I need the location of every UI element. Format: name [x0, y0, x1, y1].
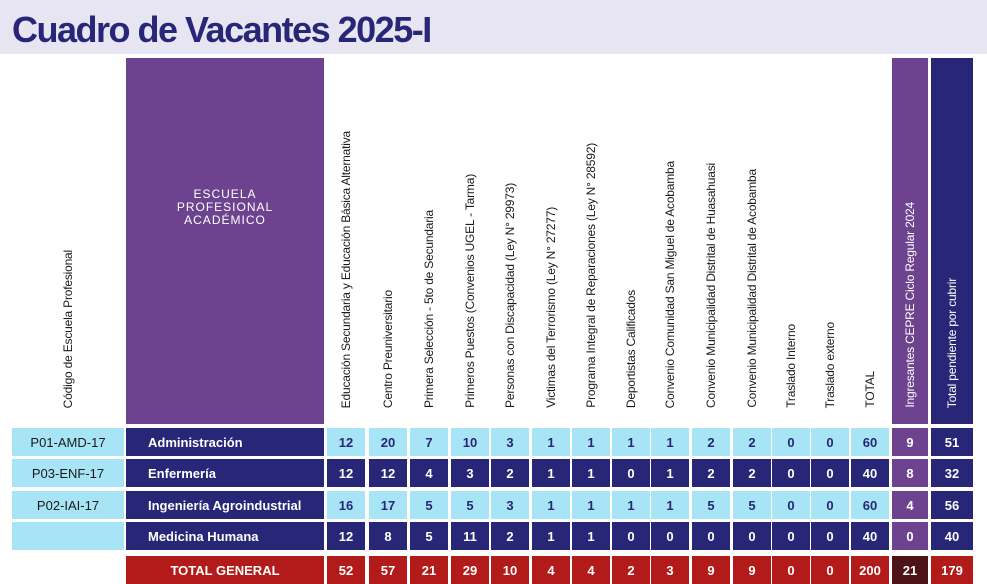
total-value: 0: [811, 556, 849, 584]
row-value: 16: [327, 491, 365, 519]
header-modality: [451, 58, 489, 424]
row-value: 0: [811, 428, 849, 456]
header-modality-label: Centro Preuniversitario: [381, 289, 395, 408]
header-pending: [931, 58, 973, 424]
header-modality-label: Victimas del Terrorismo (Ley N° 27277): [544, 207, 558, 408]
header-school: [126, 58, 324, 424]
row-value: 17: [369, 491, 407, 519]
header-modality: [733, 58, 771, 424]
row-value: 0: [772, 491, 810, 519]
row-value: 0: [651, 522, 689, 550]
row-cepre: 0: [892, 522, 928, 550]
row-value: 1: [572, 459, 610, 487]
row-value: 0: [612, 459, 650, 487]
header-modality: [772, 58, 810, 424]
row-value: 10: [451, 428, 489, 456]
header-modality-label: Primeros Puestos (Convenios UGEL - Tarma): [463, 174, 477, 408]
row-value: 5: [410, 491, 448, 519]
header-modality: [327, 58, 365, 424]
header-code: [12, 58, 124, 424]
row-code: P03-ENF-17: [12, 459, 124, 487]
row-cepre: 9: [892, 428, 928, 456]
row-value: 20: [369, 428, 407, 456]
row-value: 12: [327, 522, 365, 550]
row-value: 0: [811, 522, 849, 550]
row-value: 5: [451, 491, 489, 519]
row-code: [12, 522, 124, 550]
header-cepre: [892, 58, 928, 424]
row-value: 60: [851, 491, 889, 519]
row-value: 5: [692, 491, 730, 519]
row-value: 1: [651, 459, 689, 487]
header-modality-label: Convenio Municipalidad Distrital de Acobamba: [745, 169, 759, 408]
row-code: P02-IAI-17: [12, 491, 124, 519]
header-modality-label: TOTAL: [863, 371, 877, 408]
row-value: 40: [851, 459, 889, 487]
header-modality: [369, 58, 407, 424]
header-pending-label: Total pendiente por cubrir: [945, 277, 959, 408]
row-value: 1: [532, 428, 570, 456]
row-school: Medicina Humana: [126, 522, 324, 550]
total-value: 21: [410, 556, 448, 584]
header-code-label: Código de Escuela Profesional: [61, 249, 75, 408]
row-value: 0: [811, 491, 849, 519]
row-value: 1: [612, 428, 650, 456]
total-value: 57: [369, 556, 407, 584]
row-value: 0: [612, 522, 650, 550]
header-modality-label: Educación Secundaria y Educación Básica Alternativa: [339, 130, 353, 408]
row-value: 12: [327, 428, 365, 456]
row-value: 1: [651, 491, 689, 519]
header-modality-label: Deportistas Calificados: [624, 289, 638, 408]
row-value: 5: [410, 522, 448, 550]
row-value: 1: [532, 522, 570, 550]
page-title: Cuadro de Vacantes 2025-I: [12, 9, 431, 50]
row-pending: 56: [931, 491, 973, 519]
total-value: 3: [651, 556, 689, 584]
total-value: 10: [491, 556, 529, 584]
header-modality-label: Traslado externo: [823, 321, 837, 408]
row-value: 1: [612, 491, 650, 519]
header-modality: [851, 58, 889, 424]
header-modality: [572, 58, 610, 424]
row-value: 1: [572, 428, 610, 456]
header-modality: [612, 58, 650, 424]
row-value: 0: [692, 522, 730, 550]
header-modality: [410, 58, 448, 424]
header-modality: [811, 58, 849, 424]
header-modality: [532, 58, 570, 424]
row-value: 3: [491, 428, 529, 456]
row-pending: 40: [931, 522, 973, 550]
row-value: 2: [491, 522, 529, 550]
row-value: 2: [733, 459, 771, 487]
row-value: 12: [369, 459, 407, 487]
row-value: 3: [451, 459, 489, 487]
total-label: TOTAL GENERAL: [126, 556, 324, 584]
total-value: 0: [772, 556, 810, 584]
total-value: 2: [612, 556, 650, 584]
header-modality-label: Primera Selección - 5to de Secundaria: [422, 209, 436, 408]
row-value: 0: [772, 428, 810, 456]
row-cepre: 4: [892, 491, 928, 519]
row-value: 2: [692, 459, 730, 487]
row-pending: 32: [931, 459, 973, 487]
row-value: 0: [772, 459, 810, 487]
row-school: Ingeniería Agroindustrial: [126, 491, 324, 519]
total-value: 9: [692, 556, 730, 584]
row-value: 0: [772, 522, 810, 550]
row-value: 2: [491, 459, 529, 487]
row-value: 1: [572, 522, 610, 550]
header-modality-label: Personas con Discapacidad (Ley N° 29973): [503, 183, 517, 408]
header-modality-label: Convenio Municipalidad Distrital de Huasahuasi: [704, 163, 718, 408]
header-modality-label: Convenio Comunidad San Miguel de Acobamba: [663, 160, 677, 408]
row-school: Administración: [126, 428, 324, 456]
row-value: 4: [410, 459, 448, 487]
header-school-label: ESCUELA PROFESIONAL ACADÉMICO: [176, 187, 274, 227]
row-value: 3: [491, 491, 529, 519]
row-code: P01-AMD-17: [12, 428, 124, 456]
row-value: 1: [532, 491, 570, 519]
row-value: 12: [327, 459, 365, 487]
row-value: 8: [369, 522, 407, 550]
header-modality-label: Traslado Interno: [784, 324, 798, 408]
header-modality: [491, 58, 529, 424]
row-value: 40: [851, 522, 889, 550]
row-cepre: 8: [892, 459, 928, 487]
header-cepre-label: Ingresantes CEPRE Ciclo Regular 2024: [903, 202, 917, 408]
header-modality-label: Programa Integral de Reparaciones (Ley N° 28592): [584, 143, 598, 408]
total-value: 4: [572, 556, 610, 584]
row-value: 1: [651, 428, 689, 456]
row-value: 0: [733, 522, 771, 550]
row-value: 2: [733, 428, 771, 456]
row-pending: 51: [931, 428, 973, 456]
total-value: 200: [851, 556, 889, 584]
header-modality: [651, 58, 689, 424]
row-value: 0: [811, 459, 849, 487]
total-cepre: 21: [892, 556, 928, 584]
row-value: 2: [692, 428, 730, 456]
header-modality: [692, 58, 730, 424]
row-school: Enfermería: [126, 459, 324, 487]
total-pending: 179: [931, 556, 973, 584]
total-value: 9: [733, 556, 771, 584]
row-value: 5: [733, 491, 771, 519]
row-value: 7: [410, 428, 448, 456]
total-value: 4: [532, 556, 570, 584]
row-value: 11: [451, 522, 489, 550]
row-value: 1: [532, 459, 570, 487]
row-value: 1: [572, 491, 610, 519]
total-value: 29: [451, 556, 489, 584]
row-value: 60: [851, 428, 889, 456]
total-value: 52: [327, 556, 365, 584]
